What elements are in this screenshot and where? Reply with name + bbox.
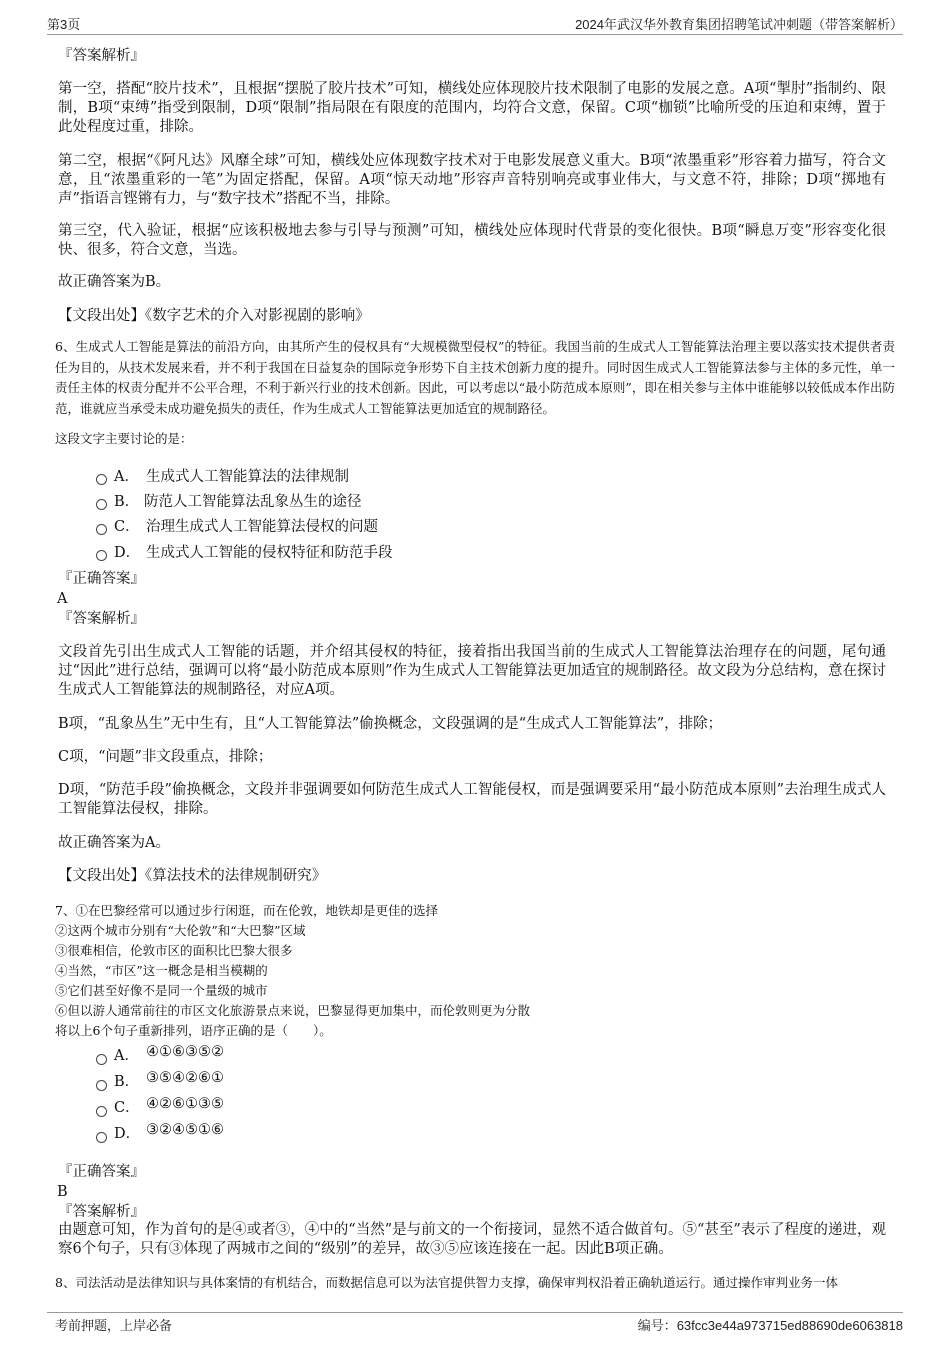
option-text: 治理生成式人工智能算法侵权的问题 [146,519,378,535]
radio-icon[interactable] [96,1106,107,1117]
radio-icon[interactable] [96,550,107,561]
q7-line-2: ②这两个城市分别有“大伦敦”和“大巴黎”区域 [55,923,306,938]
option-letter: D． [114,545,141,561]
q7-line-4: ④当然，“市区”这一概念是相当模糊的 [55,963,268,978]
q8-stem: 8、司法活动是法律知识与具体案情的有机结合，而数据信息可以为法官提供智力支撑，确保审判权沿着正确轨道运行。通过操作审判业务一体 [55,1275,838,1290]
option-letter: D． [114,1126,141,1142]
q7-line-5: ⑤它们甚至好像不是同一个量级的城市 [55,983,268,998]
option-letter: C． [114,519,140,535]
option-text: 防范人工智能算法乱象丛生的途径 [144,494,362,510]
option-letter: C． [114,1100,140,1116]
radio-icon[interactable] [96,524,107,535]
q5-analysis-p3: 第三空，代入验证，根据“应该积极地去参与引导与预测”可知，横线处应体现时代背景的变化很快。B项“瞬息万变”形容变化很快、很多，符合文意，当选。 [58,223,886,258]
page-number: 第3页 [47,17,81,32]
q5-conclusion: 故正确答案为B。 [58,274,171,290]
q6-source: 【文段出处】《算法技术的法律规制研究》 [58,868,327,884]
q5-analysis-label: 『答案解析』 [58,48,145,64]
q6-analysis-p1: 文段首先引出生成式人工智能的话题，并介绍其侵权的特征，接着指出我国当前的生成式人工智能算法治理存在的问题，尾句通过“因此”进行总结，强调可以将“最小防范成本原则”作为生成式人工智能算法更加适宜的规制路径。故文段为分总结构，意在探讨生成式人工智能算法的规制路径，对应A项。 [58,644,886,698]
radio-icon[interactable] [96,1054,107,1065]
q5-source: 【文段出处】《数字艺术的介入对影视剧的影响》 [58,308,370,324]
document-title: 2024年武汉华外教育集团招聘笔试冲刺题（带答案解析） [575,17,903,32]
option-letter: A． [114,469,139,485]
page-header [47,12,903,35]
radio-icon[interactable] [96,474,107,485]
q6-analysis-p4: D项，“防范手段”偷换概念，文段并非强调要如何防范生成式人工智能侵权，而是强调要采用“最小防范成本原则”去治理生成式人工智能算法侵权，排除。 [58,782,886,817]
option-letter: B． [114,1074,140,1090]
q6-conclusion: 故正确答案为A。 [58,835,170,851]
q7-analysis-label: 『答案解析』 [58,1204,145,1220]
q5-analysis-p1: 第一空，搭配“胶片技术”，且根据“摆脱了胶片技术”可知，横线处应体现胶片技术限制了电影的发展之意。A项“掣肘”指制约、限制，B项“束缚”指受到限制，D项“限制”指局限在有限度的范围内，均符合文意，保留。C项“枷锁”比喻所受的压迫和束缚，置于此处程度过重，排除。 [58,81,886,135]
option-text: ③⑤④②⑥① [146,1070,224,1086]
q6-answer-label: 『正确答案』 [58,571,145,587]
q7-line-3: ③很难相信，伦敦市区的面积比巴黎大很多 [55,943,293,958]
option-text: ③②④⑤①⑥ [146,1122,224,1138]
q6-analysis-p2: B项，“乱象丛生”无中生有，且“人工智能算法”偷换概念，文段强调的是“生成式人工智能算法”，排除； [58,716,723,732]
option-text: ④②⑥①③⑤ [146,1096,224,1112]
q7-line-1: 7、①在巴黎经常可以通过步行闲逛，而在伦敦，地铁却是更佳的选择 [55,903,438,918]
radio-icon[interactable] [96,499,107,510]
radio-icon[interactable] [96,1080,107,1091]
q5-analysis-p2: 第二空，根据“《阿凡达》风靡全球”可知，横线处应体现数字技术对于电影发展意义重大。B项“浓墨重彩”形容着力描写，符合文意，且“浓墨重彩的一笔”为固定搭配，保留。A项“惊天动地”形容声音特别响亮或事业伟大，与文意不符，排除；D项“掷地有声”指语言铿锵有力，与“数字技术”搭配不当，排除。 [58,153,886,207]
option-text: 生成式人工智能的侵权特征和防范手段 [146,545,393,561]
q7-answer: B [57,1184,68,1200]
radio-icon[interactable] [96,1132,107,1143]
option-letter: B． [114,494,140,510]
option-letter: A． [114,1048,139,1064]
q6-analysis-label: 『答案解析』 [58,611,145,627]
q7-answer-label: 『正确答案』 [58,1164,145,1180]
footer-slogan: 考前押题，上岸必备 [55,1318,173,1333]
q7-question: 将以上6个句子重新排列，语序正确的是（ ）。 [55,1023,332,1038]
q7-line-6: ⑥但以游人通常前往的市区文化旅游景点来说，巴黎显得更加集中，而伦敦则更为分散 [55,1003,531,1018]
footer-serial: 编号：63fcc3e44a973715ed88690de6063818 [637,1318,903,1333]
q6-question: 这段文字主要讨论的是： [55,431,193,446]
option-text: ④①⑥③⑤② [146,1044,224,1060]
q6-answer: A [57,591,68,607]
q6-stem: 6、生成式人工智能是算法的前沿方向，由其所产生的侵权具有“大规模微型侵权”的特征。我国当前的生成式人工智能算法治理主要以落实技术提供者责任为目的，从技术发展来看，并不利于我国在日益复杂的国际竞争形势下自主技术创新力度的提升。同时因生成式人工智能算法参与主体的多元性，单一责任主体的权责分配并不公平合理，不利于新兴行业的技术创新。因此，可以考虑以“最小防范成本原则”，即在相关参与主体中谁能够以较低成本作出防范，谁就应当承受未成功避免损失的责任，作为生成式人工智能算法更加适宜的规制路径。 [55,339,895,416]
q6-analysis-p3: C项，“问题”非文段重点，排除； [58,749,273,765]
q7-analysis: 由题意可知，作为首句的是④或者③，④中的“当然”是与前文的一个衔接词，显然不适合做首句。⑤“甚至”表示了程度的递进，观察6个句子，只有③体现了两城市之间的“级别”的差异，故③⑤应该连接在一起。因此B项正确。 [58,1222,886,1257]
page-footer [47,1312,903,1333]
option-text: 生成式人工智能算法的法律规制 [146,469,349,485]
